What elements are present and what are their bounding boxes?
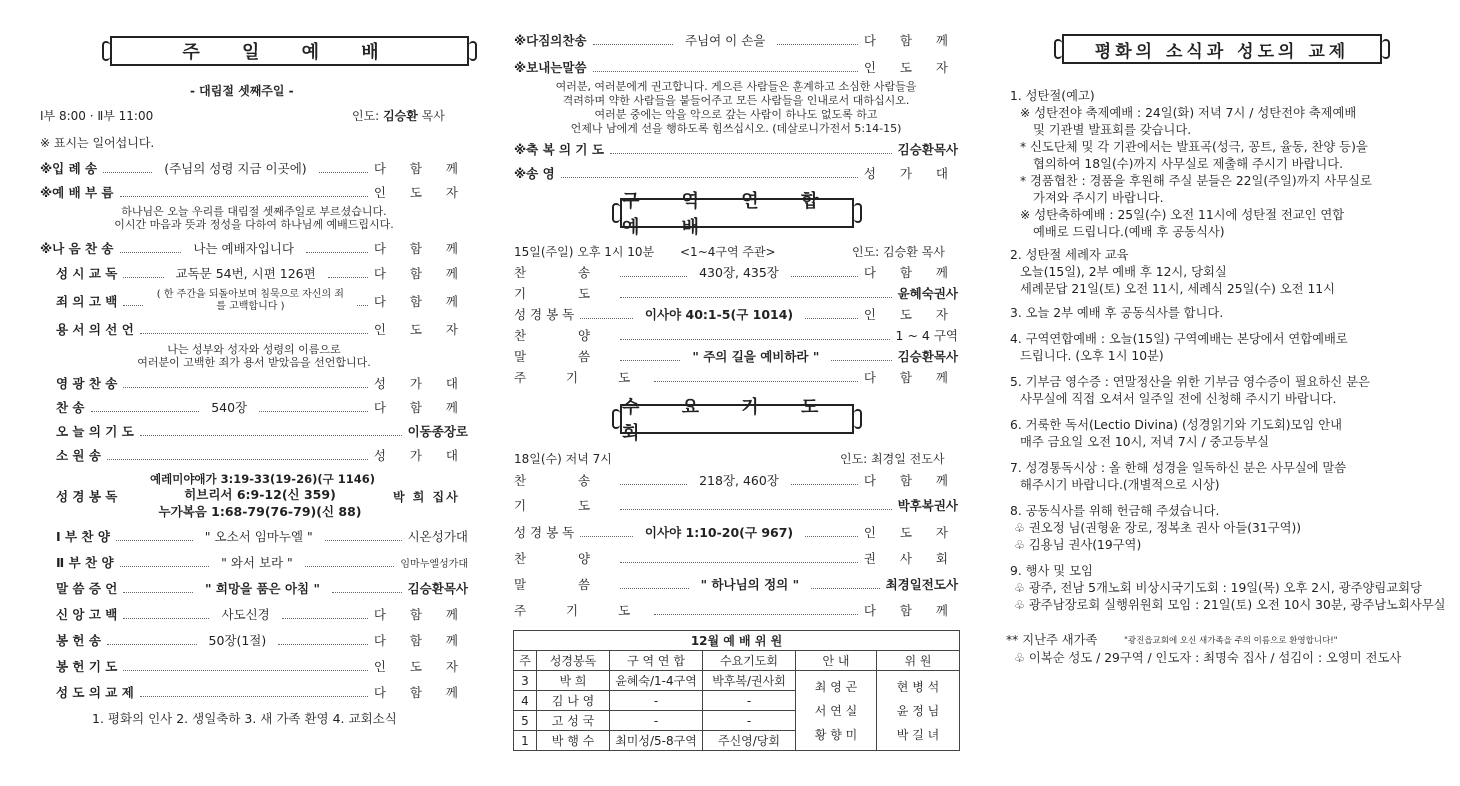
news-line: 사무실에 직접 오셔서 일주일 전에 신청해 주시기 바랍니다.	[1020, 392, 1337, 406]
news-heading: 7. 성경통독시상 : 올 한해 성경을 일독하신 분은 사무실에 말씀	[1010, 461, 1347, 475]
news-heading: 3. 오늘 2부 예배 후 공동식사를 합니다.	[1010, 306, 1224, 320]
news-line: ♧ 광주, 전남 5개노회 비상시국기도회 : 19일(목) 오후 2시, 광주양림교회당	[1014, 581, 1422, 595]
duty-table	[513, 630, 960, 751]
news-line: 매주 금요일 오전 10시, 저녁 7시 / 중고등부실	[1020, 435, 1269, 449]
order-detail: (주님의 성령 지금 이곳에)	[164, 161, 307, 176]
order-responsible: 임마누엘성가대	[400, 558, 468, 570]
order-detail: 나는 예배자입니다	[193, 241, 294, 256]
order-detail: 사도신경	[221, 607, 270, 622]
order-label: ※축 복 의 기 도	[514, 142, 604, 157]
duty-guide: 윤 정 님	[896, 703, 940, 718]
order-row	[514, 58, 958, 76]
duty-header: 수요기도회	[703, 651, 796, 671]
order-row	[514, 496, 958, 514]
order-label: 기 도	[514, 286, 615, 301]
call-note-1: 하나님은 오늘 우리를 대림절 셋째주일로 부르셨습니다.	[121, 205, 387, 218]
order-responsible: 윤혜숙권사	[897, 286, 958, 301]
order-responsible: 인 도 자	[373, 322, 468, 337]
order-label: 주 기 도	[514, 603, 649, 618]
order-row	[56, 553, 468, 571]
duty-header: 성경봉독	[537, 651, 610, 671]
wednesday-prayer-banner: 수 요 기 도 회	[620, 404, 854, 434]
scripture-ref-2: 히브리서 6:9-12(신 359)	[184, 487, 336, 502]
order-responsible: 김승환목사	[407, 581, 468, 596]
district-info: 15일(주일) 오후 1시 10분	[514, 245, 655, 259]
duty-cell: -	[703, 691, 796, 711]
order-responsible: 1 ~ 4 구역	[895, 328, 958, 343]
news-line: 드립니다. (오후 1시 10분)	[1020, 349, 1164, 363]
order-responsible: 김승환목사	[897, 349, 958, 364]
duty-cell: -	[610, 691, 703, 711]
order-label: 봉 헌 송	[56, 633, 101, 648]
news-line: 협의하여 18일(수)까지 사무실로 제출해 주시기 바랍니다.	[1033, 157, 1344, 171]
order-row	[56, 422, 468, 440]
duty-cell: -	[703, 711, 796, 731]
duty-guide: 황 향 미	[814, 727, 858, 742]
order-responsible: 다 함 께	[373, 607, 469, 622]
duty-title-row	[514, 631, 960, 651]
order-responsible: 인 도 자	[863, 525, 958, 540]
order-responsible: 시온성가대	[407, 529, 468, 544]
order-row	[514, 471, 958, 489]
leader-name: 김승환	[383, 109, 418, 123]
news-line: 해주시기 바랍니다.(개별적으로 시상)	[1020, 478, 1220, 492]
leader-line	[352, 109, 445, 123]
order-label: Ⅰ 부 찬 양	[56, 529, 110, 544]
duty-guides-b	[877, 671, 960, 751]
duty-cell: 윤혜숙/1-4구역	[610, 671, 703, 691]
order-label: 말 씀	[514, 349, 615, 364]
order-detail: 교독문 54번, 시편 126편	[175, 266, 316, 281]
order-label: 찬 양	[514, 551, 615, 566]
order-detail: " 오소서 임마누엘 "	[204, 529, 313, 544]
order-row	[56, 374, 468, 392]
order-detail: 540장	[211, 400, 248, 415]
order-responsible: 다 함 께	[863, 603, 958, 618]
sunday-subtitle: - 대림절 셋째주일 -	[190, 84, 294, 98]
order-label: ※예 배 부 름	[40, 185, 114, 200]
duty-cell: 박 행 수	[537, 731, 610, 751]
order-label: ※입 례 송	[40, 161, 98, 176]
wednesday-info: 18일(수) 저녁 7시	[514, 452, 612, 466]
order-detail: " 희망을 품은 아침 "	[205, 581, 320, 596]
news-heading: ** 지난주 새가족	[1006, 633, 1098, 647]
duty-cell: 박후복/권사회	[703, 671, 796, 691]
news-heading: 1. 성탄절(예고)	[1010, 89, 1095, 103]
news-heading: 5. 기부금 영수증 : 연말정산을 위한 기부금 영수증이 필요하신 분은	[1010, 375, 1370, 389]
order-detail: 218장, 460장	[699, 473, 779, 488]
order-detail: 주님여 이 손을	[684, 33, 766, 48]
order-label: 성 시 교 독	[56, 266, 118, 281]
news-heading: 8. 공동식사를 위해 헌금해 주셨습니다.	[1010, 504, 1220, 518]
duty-header: 위 원	[877, 651, 960, 671]
news-line: ♧ 김용님 권사(19구역)	[1014, 538, 1142, 552]
duty-cell: -	[610, 711, 703, 731]
order-label: ※나 음 찬 송	[40, 241, 114, 256]
order-label: 찬 양	[514, 328, 615, 343]
duty-header-row	[514, 651, 960, 671]
news-line: ♧ 권오정 님(권형윤 장로, 정복초 권사 아들(31구역))	[1014, 521, 1302, 535]
district-worship-banner: 구 역 연 합 예 배	[620, 198, 854, 228]
sunday-worship-banner: 주 일 예 배	[110, 36, 469, 66]
order-label: ※송 영	[514, 166, 555, 181]
order-row	[40, 159, 468, 177]
order-responsible: 다 함 께	[373, 400, 469, 415]
duty-header: 안 내	[796, 651, 877, 671]
order-detail: 430장, 435장	[699, 265, 779, 280]
order-row	[514, 305, 958, 323]
order-label: 말 씀	[514, 577, 615, 592]
order-detail: 이사야 40:1-5(구 1014)	[644, 307, 794, 322]
news-line: * 경품협찬 : 경품을 후원해 주실 분들은 22일(주일)까지 사무실로	[1020, 174, 1372, 188]
order-detail: " 와서 보라 "	[221, 555, 293, 570]
order-label: 찬 송	[56, 400, 85, 415]
order-row	[514, 284, 958, 302]
order-row	[56, 657, 468, 675]
order-responsible: 다 함 께	[373, 685, 468, 700]
news-line: 오늘(15일), 2부 예배 후 12시, 당회실	[1020, 265, 1227, 279]
district-host: <1~4구역 주관>	[680, 245, 776, 259]
order-row	[56, 631, 468, 649]
order-row	[514, 31, 958, 49]
sending-word-1: 여러분, 여러분에게 권고합니다. 게으른 사람들은 훈계하고 소심한 사람들을	[555, 80, 917, 93]
fellowship-footer: 1. 평화의 인사 2. 생일축하 3. 새 가족 환영 4. 교회소식	[92, 711, 397, 726]
order-row	[56, 320, 468, 338]
order-row	[514, 575, 958, 593]
duty-guide: 서 연 실	[814, 703, 858, 718]
order-label: ※다짐의찬송	[514, 33, 587, 48]
news-heading: 2. 성탄절 세례자 교육	[1010, 248, 1129, 262]
order-row	[56, 264, 468, 282]
order-detail: " 하나님의 정의 "	[700, 577, 800, 592]
duty-header: 구 역 연 합	[610, 651, 703, 671]
order-responsible: 김승환목사	[897, 142, 958, 157]
order-responsible: 다 함 께	[863, 473, 959, 488]
news-line: ♧ 광주남장로회 실행위원회 모임 : 21일(토) 오전 10시 30분, 광주남노회사무실	[1014, 598, 1446, 612]
duty-row	[514, 671, 960, 691]
order-responsible: 인 도 자	[863, 307, 958, 322]
order-responsible: 다 함 께	[373, 266, 469, 281]
order-label: 말 씀 증 언	[56, 581, 118, 596]
duty-cell: 5	[514, 711, 537, 731]
order-row	[514, 347, 958, 365]
order-responsible: 다 함 께	[863, 370, 958, 385]
news-heading: 4. 구역연합예배 : 오늘(15일) 구역예배는 본당에서 연합예배로	[1010, 332, 1348, 346]
order-label: 성 도 의 교 제	[56, 685, 134, 700]
duty-cell: 4	[514, 691, 537, 711]
duty-guide: 최 영 곤	[814, 679, 858, 694]
order-responsible: 최경일전도사	[885, 577, 959, 592]
news-heading: 9. 행사 및 모임	[1010, 564, 1093, 578]
order-row	[514, 326, 958, 344]
order-label: ※보내는말씀	[514, 60, 587, 75]
order-row	[56, 683, 468, 701]
duty-cell: 주신영/당회	[703, 731, 796, 751]
order-label: 성 경 봉 독	[514, 307, 575, 322]
duty-cell: 고 성 국	[537, 711, 610, 731]
order-label: 영 광 찬 송	[56, 376, 118, 391]
duty-guides-a	[796, 671, 877, 751]
sending-word-2: 격려하며 약한 사람들을 붙들어주고 모든 사람들을 인내로서 대하십시오.	[562, 94, 910, 107]
scripture-ref-3: 누가복음 1:68-79(76-79)(신 88)	[158, 504, 362, 519]
duty-title: 12월 예 배 위 원	[514, 631, 960, 651]
order-responsible: 다 함 께	[863, 33, 958, 48]
order-responsible: 다 함 께	[373, 633, 469, 648]
news-line: * 신도단체 및 각 기관에서는 발표곡(성극, 꽁트, 율동, 찬양 등)을	[1020, 140, 1368, 154]
leader-title: 목사	[421, 109, 445, 123]
order-row	[514, 549, 958, 567]
order-label: 소 원 송	[56, 448, 101, 463]
order-responsible: 성 가 대	[863, 166, 958, 181]
order-detail: ( 한 주간을 되돌아보며 침묵으로 자신의 죄를 고백합니다 )	[156, 289, 344, 312]
order-row	[56, 289, 468, 312]
scripture-reader: 박 희 집사	[393, 490, 460, 504]
new-family-note: "광진읍교회에 오신 새가족을 주의 이름으로 환영합니다!"	[1124, 636, 1338, 646]
order-label: Ⅱ 부 찬 양	[56, 555, 114, 570]
duty-cell: 김 나 영	[537, 691, 610, 711]
news-line: 가져와 주시기 바랍니다.	[1033, 191, 1164, 205]
order-label: 찬 송	[514, 473, 615, 488]
order-row	[40, 239, 468, 257]
absolution-2: 여러분이 고백한 죄가 용서 받았음을 선언합니다.	[137, 356, 371, 369]
scripture-ref-1: 예레미야애가 3:19-33(19-26)(구 1146)	[150, 472, 375, 486]
news-line: ※ 성탄전야 축제예배 : 24일(화) 저녁 7시 / 성탄전야 축제예배	[1020, 106, 1357, 120]
order-label: 주 기 도	[514, 370, 649, 385]
duty-cell: 박 희	[537, 671, 610, 691]
order-row	[514, 601, 958, 619]
news-line: 예배로 드립니다.(예배 후 공동식사)	[1033, 225, 1225, 239]
order-label: 오 늘 의 기 도	[56, 424, 134, 439]
order-responsible: 다 함 께	[863, 265, 959, 280]
scripture-label: 성 경 봉 독	[56, 489, 118, 504]
news-line: 및 기관별 발표회를 갖습니다.	[1033, 123, 1192, 137]
call-note-2: 이시간 마음과 뜻과 정성을 다하여 하나님께 예배드립시다.	[114, 218, 394, 231]
service-times: Ⅰ부 8:00 · Ⅱ부 11:00	[40, 109, 154, 123]
order-row	[56, 527, 468, 545]
order-label: 기 도	[514, 498, 615, 513]
order-responsible: 다 함 께	[373, 161, 468, 176]
order-responsible: 성 가 대	[373, 376, 468, 391]
news-line: 세례문답 21일(토) 오전 11시, 세례식 25일(수) 오전 11시	[1020, 282, 1335, 296]
order-row	[56, 398, 468, 416]
order-responsible: 권 사 회	[863, 551, 958, 566]
order-label: 죄 의 고 백	[56, 294, 118, 309]
order-responsible: 다 함 께	[373, 241, 468, 256]
order-responsible: 다 함 께	[373, 294, 468, 309]
order-row	[56, 446, 468, 464]
order-row	[56, 605, 468, 623]
standing-note: ※ 표시는 일어섭니다.	[40, 136, 155, 150]
wednesday-leader: 인도: 최경일 전도사	[840, 452, 945, 466]
leader-label: 인도:	[352, 109, 380, 123]
absolution-1: 나는 성부와 성자와 성령의 이름으로	[167, 343, 341, 356]
news-line: ※ 성탄축하예배 : 25일(수) 오전 11시에 성탄절 전교인 연합	[1020, 208, 1345, 222]
district-leader: 인도: 김승환 목사	[852, 245, 945, 259]
order-responsible: 인 도 자	[373, 185, 468, 200]
duty-guide: 박 길 녀	[896, 727, 940, 742]
order-row	[514, 140, 958, 158]
order-responsible: 인 도 자	[863, 60, 958, 75]
order-row	[56, 579, 468, 597]
duty-cell: 최미성/5-8구역	[610, 731, 703, 751]
news-banner: 평화의 소식과 성도의 교제	[1062, 34, 1382, 64]
order-label: 용 서 의 선 언	[56, 322, 134, 337]
order-responsible: 인 도 자	[373, 659, 468, 674]
order-detail: " 주의 길을 예비하라 "	[692, 349, 820, 364]
sending-word-4: 언제나 남에게 선을 행하도록 힘쓰십시오. (데살로니가전서 5:14-15)	[570, 122, 902, 135]
duty-cell: 1	[514, 731, 537, 751]
order-row	[514, 263, 958, 281]
order-row	[40, 183, 468, 201]
news-line: ♧ 이복순 성도 / 29구역 / 인도자 : 최명숙 집사 / 섬김이 : 오영미 전도사	[1014, 651, 1402, 665]
order-responsible: 이동종장로	[407, 424, 468, 439]
sending-word-3: 여러분 중에는 악을 악으로 갚는 사람이 하나도 없도록 하고	[594, 108, 878, 121]
news-heading: 6. 거룩한 독서(Lectio Divina) (성경읽기와 기도회)모임 안내	[1010, 418, 1342, 432]
order-detail: 50장(1절)	[208, 633, 267, 648]
order-responsible: 성 가 대	[373, 448, 468, 463]
duty-cell: 3	[514, 671, 537, 691]
order-label: 찬 송	[514, 265, 615, 280]
order-row	[514, 164, 958, 182]
order-detail: 이사야 1:10-20(구 967)	[644, 525, 794, 540]
duty-header: 주	[514, 651, 537, 671]
order-label: 신 앙 고 백	[56, 607, 118, 622]
order-label: 성 경 봉 독	[514, 525, 575, 540]
order-row	[514, 368, 958, 386]
order-label: 봉 헌 기 도	[56, 659, 118, 674]
duty-guide: 현 병 석	[896, 679, 940, 694]
order-responsible: 박후복권사	[897, 498, 958, 513]
order-row	[514, 523, 958, 541]
